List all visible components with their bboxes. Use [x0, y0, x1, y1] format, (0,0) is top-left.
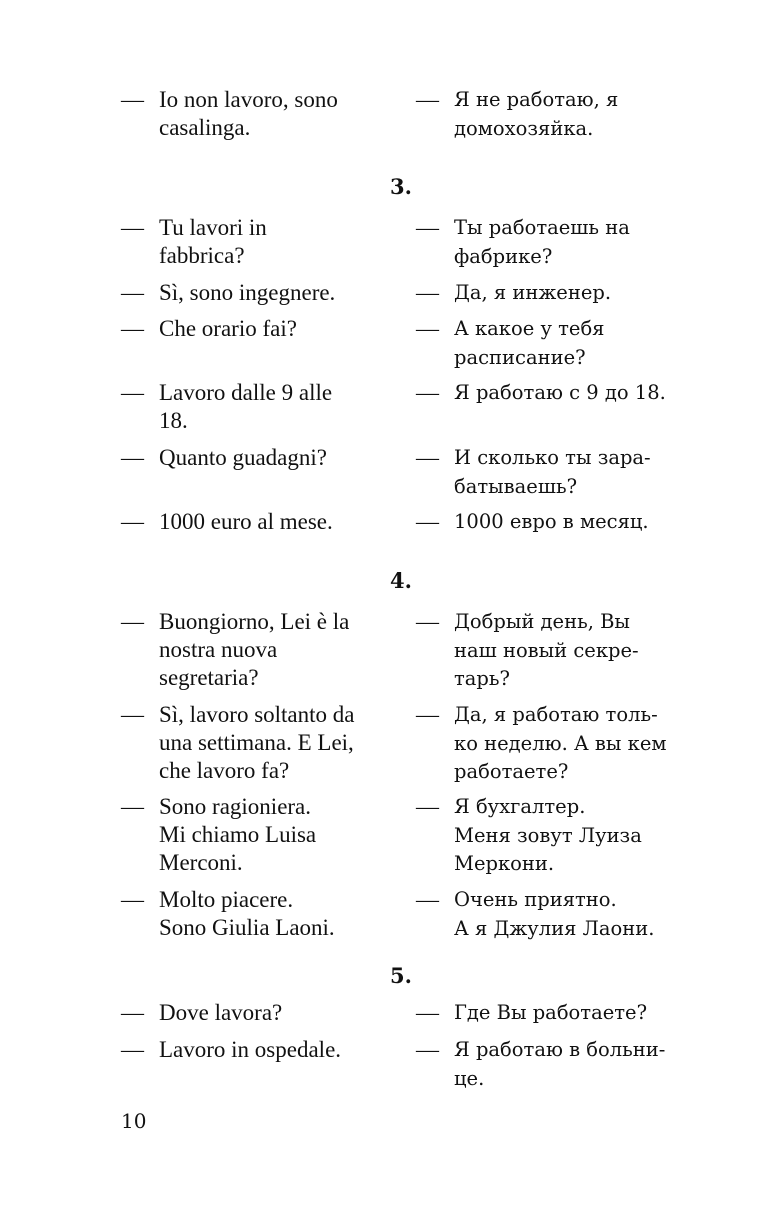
dash-russian: —	[416, 702, 439, 727]
italian-line: Molto piacere. Sono Giulia Laoni.	[159, 887, 335, 940]
dash-russian: —	[416, 509, 439, 534]
italian-line: Quanto guadagni?	[159, 445, 327, 470]
italian-line: Lavoro in ospedale.	[159, 1037, 342, 1062]
dash-russian: —	[416, 87, 439, 112]
russian-line: Да, я инженер.	[454, 281, 612, 304]
dash-russian: —	[416, 887, 439, 912]
dash-italian: —	[121, 887, 144, 912]
section-number: 5.	[390, 963, 412, 988]
dash-russian: —	[416, 794, 439, 819]
dash-italian: —	[121, 1000, 144, 1025]
russian-line: А какое у тебя расписание?	[454, 317, 605, 369]
dash-italian: —	[121, 702, 144, 727]
section-number: 4.	[390, 568, 412, 593]
italian-line: Che orario fai?	[159, 316, 297, 341]
russian-line: Добрый день, Вы наш новый секре- тарь?	[454, 610, 639, 690]
dash-italian: —	[121, 509, 144, 534]
dash-russian: —	[416, 316, 439, 341]
section-number: 3.	[390, 174, 412, 199]
russian-line: Я не работаю, я домохозяйка.	[454, 88, 619, 140]
dash-italian: —	[121, 1037, 144, 1062]
russian-line: Да, я работаю толь- ко неделю. А вы кем работаете?	[454, 703, 667, 783]
dash-italian: —	[121, 215, 144, 240]
dash-italian: —	[121, 445, 144, 470]
dash-italian: —	[121, 316, 144, 341]
dash-russian: —	[416, 1037, 439, 1062]
dash-russian: —	[416, 445, 439, 470]
dash-italian: —	[121, 280, 144, 305]
dash-russian: —	[416, 1000, 439, 1025]
russian-line: 1000 евро в месяц.	[454, 510, 649, 533]
italian-line: Dove lavora?	[159, 1000, 283, 1025]
dash-russian: —	[416, 380, 439, 405]
dash-russian: —	[416, 609, 439, 634]
russian-line: Я бухгалтер. Меня зовут Луиза Меркони.	[454, 795, 642, 875]
russian-line: Где Вы работаете?	[454, 1001, 648, 1024]
italian-line: Io non lavoro, sono casalinga.	[159, 87, 338, 140]
dash-italian: —	[121, 380, 144, 405]
italian-line: Tu lavori in fabbrica?	[159, 215, 267, 268]
russian-line: Я работаю в больни- це.	[454, 1038, 666, 1090]
italian-line: Lavoro dalle 9 alle 18.	[159, 380, 333, 433]
dash-russian: —	[416, 215, 439, 240]
russian-line: Я работаю с 9 до 18.	[454, 381, 666, 404]
italian-line: Sono ragioniera. Mi chiamo Luisa Merconi.	[159, 794, 317, 875]
dash-russian: —	[416, 280, 439, 305]
italian-line: Buongiorno, Lei è la nostra nuova segretaria?	[159, 609, 350, 690]
page-number: 10	[121, 1109, 147, 1133]
dash-italian: —	[121, 794, 144, 819]
italian-line: Sì, lavoro soltanto da una settimana. E Lei, che lavoro fa?	[159, 702, 355, 783]
russian-line: И сколько ты зара- батываешь?	[454, 446, 651, 498]
italian-line: 1000 euro al mese.	[159, 509, 333, 534]
russian-line: Ты работаешь на фабрике?	[454, 216, 630, 268]
dash-italian: —	[121, 87, 144, 112]
italian-line: Sì, sono ingegnere.	[159, 280, 336, 305]
russian-line: Очень приятно. А я Джулия Лаони.	[454, 888, 655, 940]
dash-italian: —	[121, 609, 144, 634]
